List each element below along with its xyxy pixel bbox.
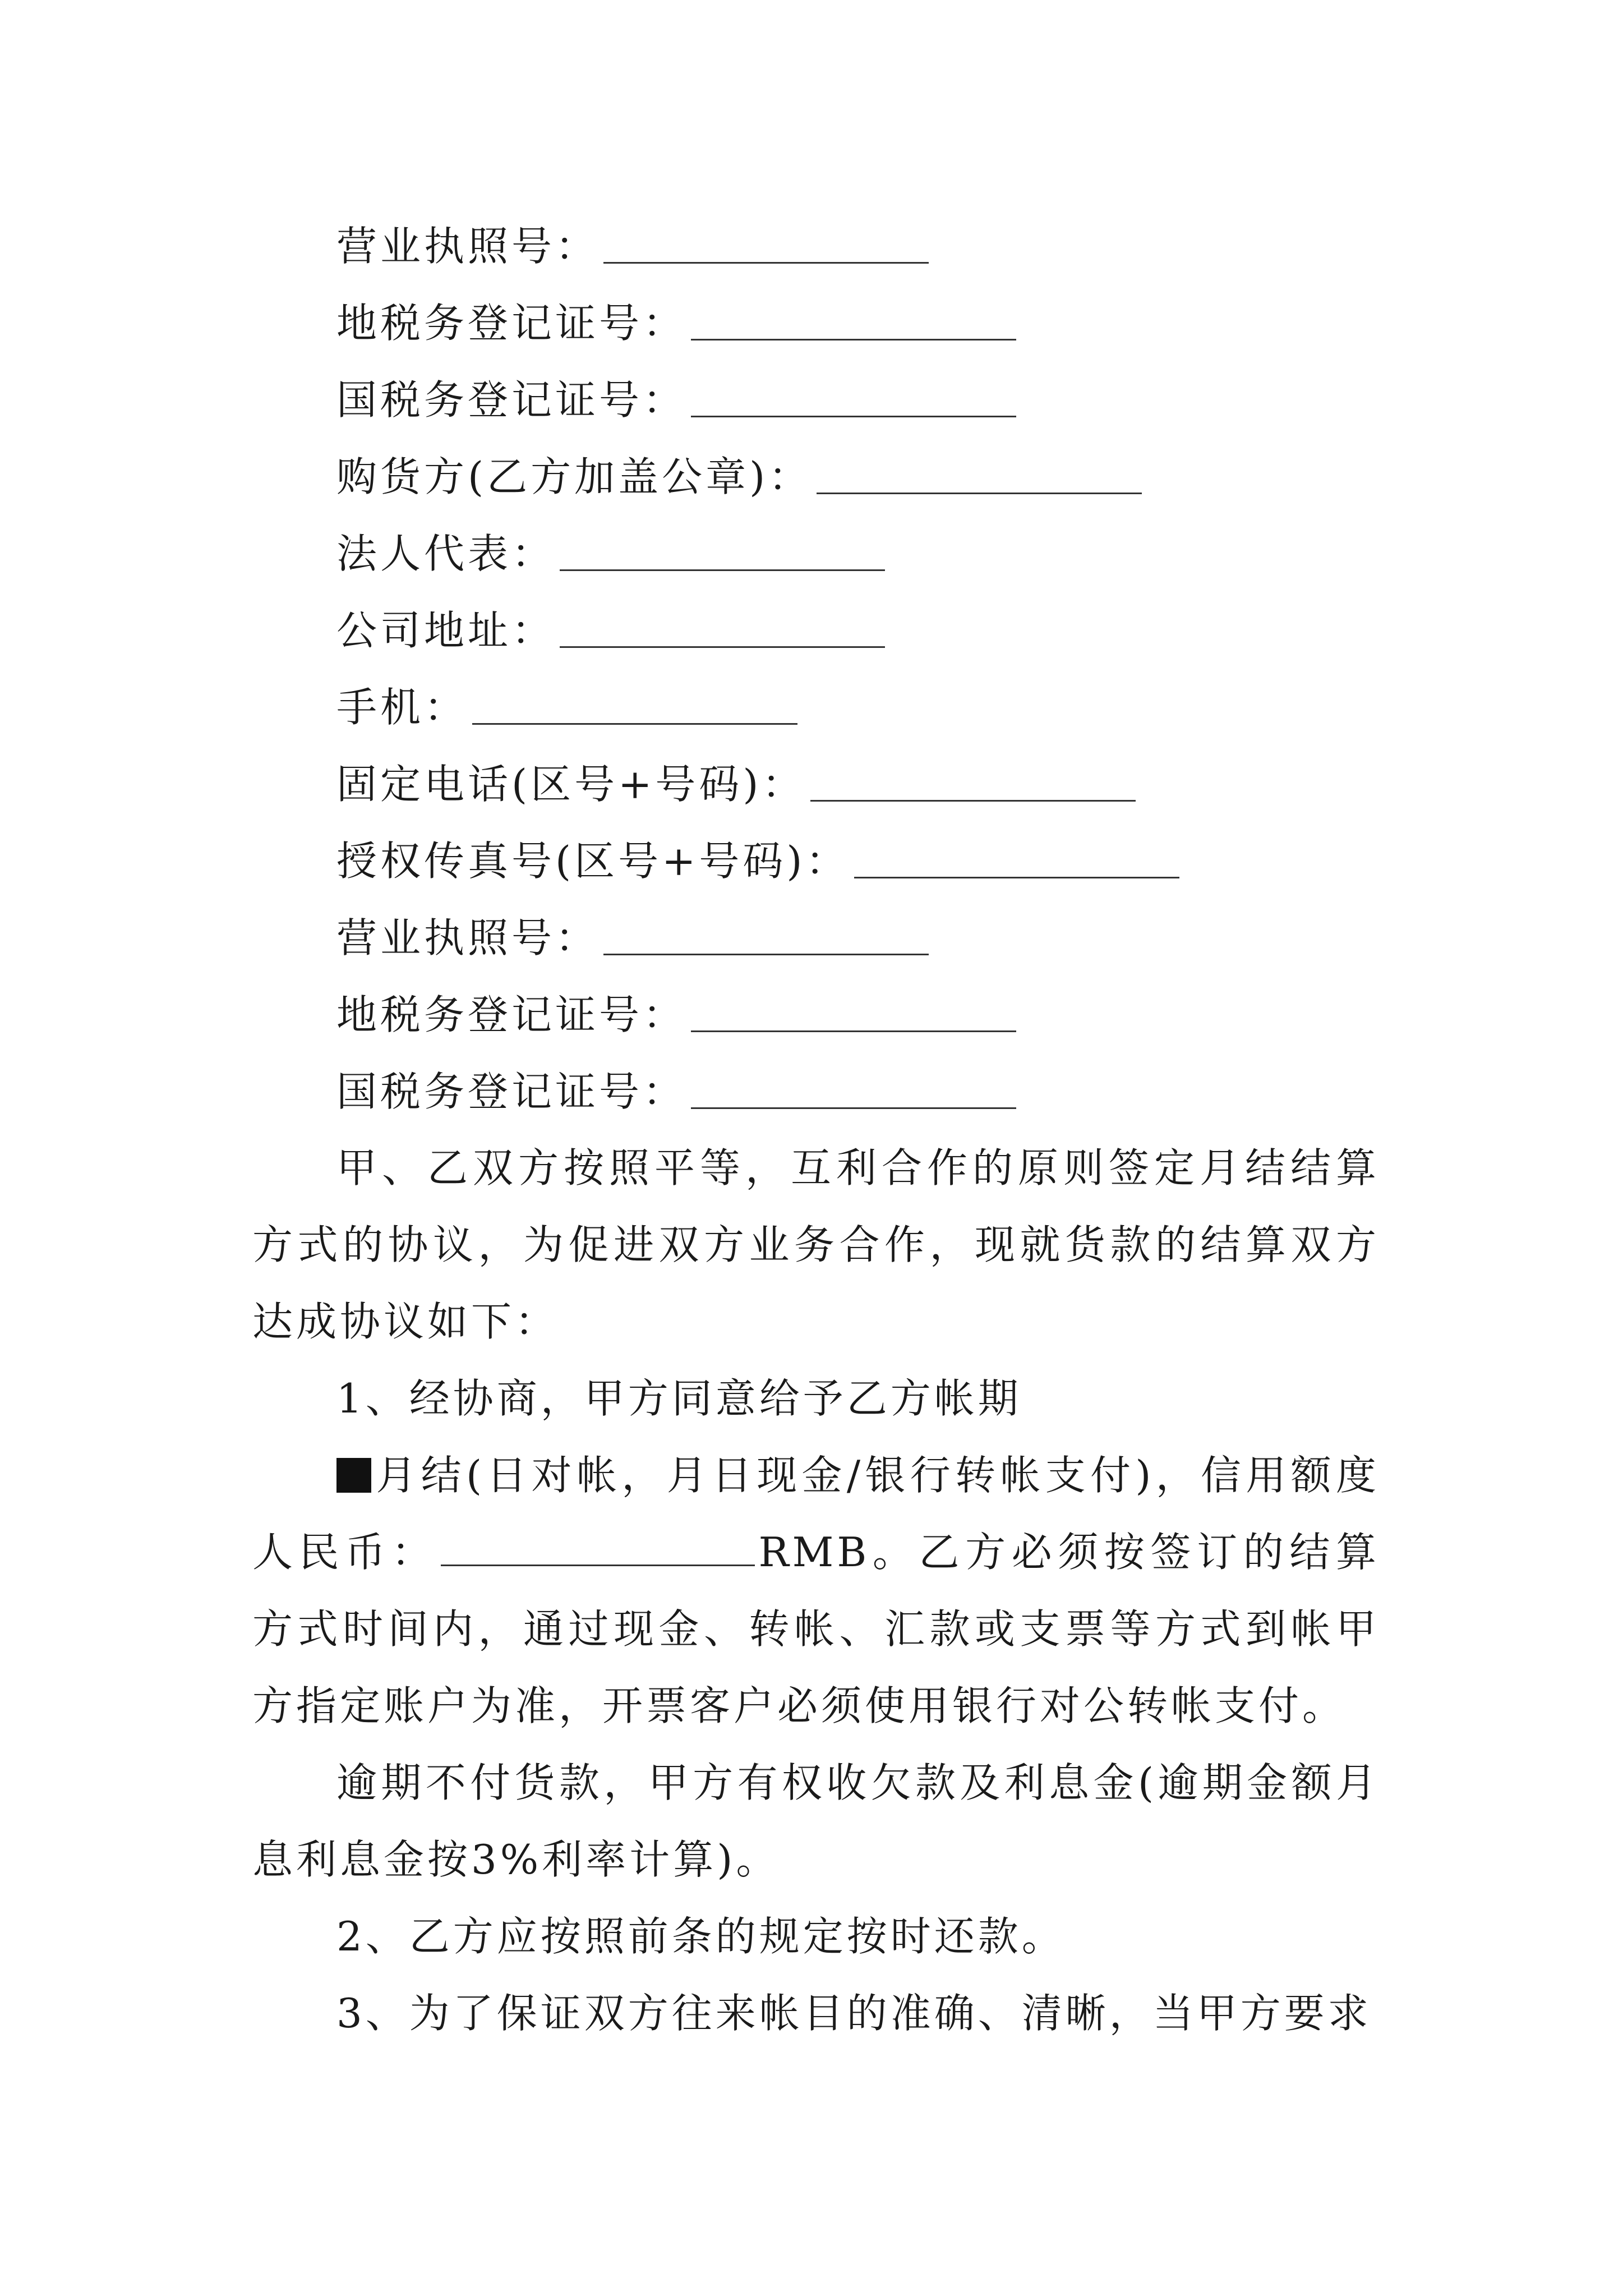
monthly-text-suffix: RMB。乙方必须按签订的结算方式时间内，通过现金、转帐、汇款或支票等方式到帐甲方指定账户为准，开票客户必须使用银行对公转帐支付。 — [252, 1529, 1380, 1729]
field-national-tax-cert-2 — [252, 1053, 1380, 1130]
paragraph-clause-2: 2、乙方应按照前条的规定按时还款。 — [336, 1913, 1066, 1960]
field-buyer-seal — [252, 438, 1380, 515]
field-label: 授权传真号(区号+号码)： — [336, 837, 850, 885]
blank-line — [472, 689, 797, 725]
blank-line — [691, 305, 1016, 341]
paragraph-monthly-settlement — [252, 1437, 1380, 1745]
filled-square-icon — [336, 1458, 371, 1493]
blank-line — [854, 843, 1179, 878]
field-label: 地税务登记证号： — [336, 991, 687, 1038]
field-fax — [252, 822, 1380, 899]
field-local-tax-cert-2 — [252, 976, 1380, 1053]
field-label: 手机： — [336, 683, 468, 731]
field-legal-representative — [252, 515, 1380, 592]
field-mobile — [252, 669, 1380, 746]
monthly-text-prefix: 月结(日对帐，月日现金/银行转帐支付)，信用额度人民币： — [252, 1452, 1380, 1576]
field-national-tax-cert — [252, 361, 1380, 438]
blank-line — [603, 228, 929, 264]
field-landline — [252, 746, 1380, 822]
paragraph-overdue: 逾期不付货款，甲方有权收欠款及利息金(逾期金额月息利息金按3%利率计算)。 — [252, 1759, 1380, 1883]
paragraph-clause-3: 3、为了保证双方往来帐目的准确、清晰，当甲方要求 — [336, 1990, 1372, 2037]
blank-line — [691, 382, 1016, 417]
blank-line — [560, 613, 885, 648]
paragraph-intro: 甲、乙双方按照平等，互利合作的原则签定月结结算方式的协议，为促进双方业务合作，现就货款的结算双方达成协议如下： — [252, 1144, 1380, 1345]
field-label: 营业执照号： — [336, 914, 600, 961]
field-label: 公司地址： — [336, 606, 556, 654]
field-business-license — [252, 208, 1380, 284]
blank-line — [603, 920, 929, 955]
field-label: 营业执照号： — [336, 222, 600, 270]
blank-line — [691, 997, 1016, 1032]
credit-amount-blank — [441, 1531, 755, 1566]
blank-line — [691, 1074, 1016, 1109]
field-label: 国税务登记证号： — [336, 376, 687, 424]
field-business-license-2 — [252, 899, 1380, 976]
field-local-tax-cert — [252, 284, 1380, 361]
paragraph-clause-1: 1、经协商，甲方同意给予乙方帐期 — [336, 1375, 1022, 1422]
field-label: 固定电话(区号+号码)： — [336, 760, 806, 808]
field-label: 国税务登记证号： — [336, 1068, 687, 1115]
field-label: 法人代表： — [336, 530, 556, 577]
field-company-address — [252, 592, 1380, 669]
blank-line — [817, 459, 1142, 494]
document-body — [252, 208, 1380, 2052]
field-label: 购货方(乙方加盖公章)： — [336, 453, 813, 500]
field-label: 地税务登记证号： — [336, 299, 687, 347]
blank-line — [810, 766, 1136, 802]
blank-line — [560, 536, 885, 571]
